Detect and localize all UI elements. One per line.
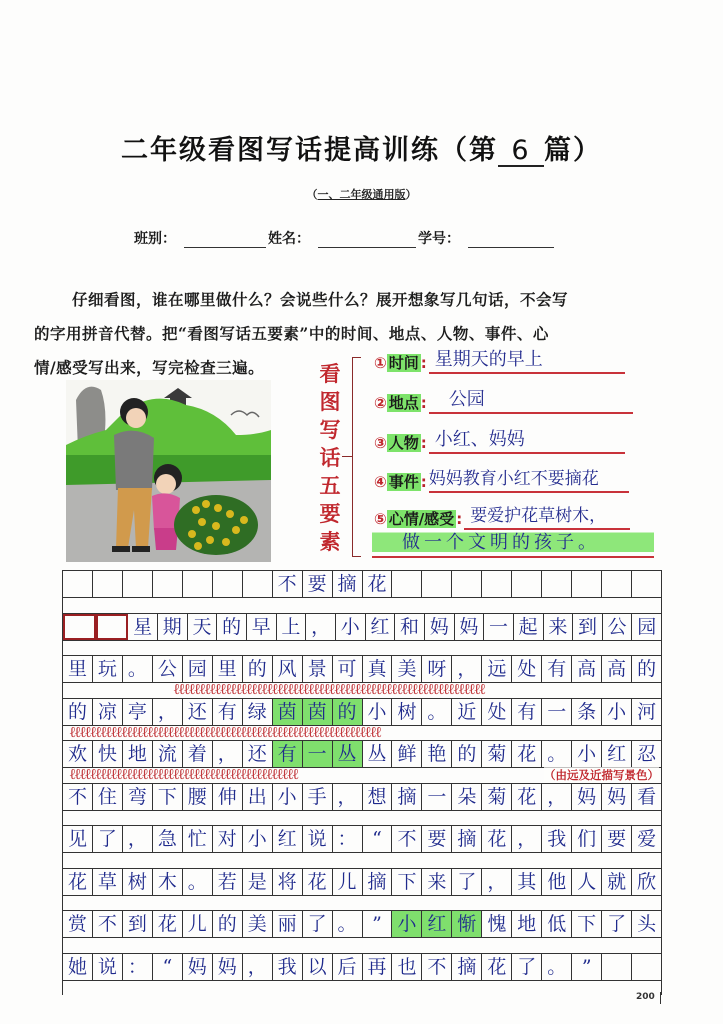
grid-cell[interactable]: 摘 xyxy=(333,571,363,597)
grid-cell[interactable]: 急 xyxy=(153,826,183,852)
grid-cell[interactable]: 丛 xyxy=(363,741,393,767)
grid-cell[interactable]: 茵 xyxy=(273,699,303,725)
grid-cell[interactable]: 下 xyxy=(153,784,183,810)
grid-cell[interactable]: 真 xyxy=(363,656,393,682)
grid-cell[interactable]: 玩 xyxy=(93,656,123,682)
grid-cell[interactable]: 茵 xyxy=(303,699,333,725)
title-prefix: 二年级看图写话提高训练（第 xyxy=(121,135,498,166)
grid-cell[interactable]: 可 xyxy=(333,656,363,682)
grid-cell[interactable]: 下 xyxy=(572,911,602,937)
grid-cell[interactable]: 。 xyxy=(542,954,572,980)
bracket-tick xyxy=(342,456,352,457)
grid-cell[interactable]: 有 xyxy=(213,699,243,725)
vertical-char: 要 xyxy=(319,501,341,526)
grid-cell[interactable] xyxy=(213,571,243,597)
grid-cell[interactable]: 人 xyxy=(572,869,602,895)
grid-cell[interactable]: ， xyxy=(213,741,243,767)
grid-cell[interactable]: 木 xyxy=(153,869,183,895)
element-label xyxy=(372,432,429,454)
grid-cell[interactable]: 有 xyxy=(273,741,303,767)
grid-cell[interactable] xyxy=(123,571,153,597)
student-id-field[interactable] xyxy=(468,233,554,248)
grid-cell[interactable] xyxy=(93,571,123,597)
grid-cell[interactable]: 忙 xyxy=(183,826,213,852)
grid-cell[interactable]: 绿 xyxy=(243,699,273,725)
grid-cell[interactable]: 来 xyxy=(422,869,452,895)
element-time xyxy=(372,344,625,374)
grid-cell[interactable]: 草 xyxy=(93,869,123,895)
characters-answer[interactable]: 小红、妈妈 xyxy=(429,428,625,454)
composition-row xyxy=(63,613,661,656)
grid-cell[interactable]: 花 xyxy=(363,571,393,597)
circled-number: ① xyxy=(374,354,387,372)
grid-cell[interactable]: 小 xyxy=(392,911,422,937)
cell-strip xyxy=(63,698,661,726)
grid-cell[interactable]: 还 xyxy=(243,741,273,767)
grid-cell[interactable]: ， xyxy=(333,784,363,810)
student-info-row xyxy=(134,228,556,248)
grid-cell[interactable]: 腰 xyxy=(183,784,213,810)
grid-cell[interactable] xyxy=(602,954,632,980)
worksheet-subtitle xyxy=(0,186,723,202)
teacher-wavy-underline: ℓℓℓℓℓℓℓℓℓℓℓℓℓℓℓℓℓℓℓℓℓℓℓℓℓℓℓℓℓℓℓℓℓℓℓℓℓℓℓℓℓℓℓℓℓℓℓℓℓℓℓℓℓℓℓℓℓℓℓℓ xyxy=(173,684,485,697)
grid-cell[interactable]: 要 xyxy=(602,826,632,852)
grid-cell[interactable]: 以 xyxy=(303,954,333,980)
grid-cell[interactable] xyxy=(572,571,602,597)
grid-cell[interactable]: 园 xyxy=(637,615,657,638)
grid-cell[interactable]: 丽 xyxy=(273,911,303,937)
grid-cell[interactable]: ， xyxy=(123,826,153,852)
grid-cell[interactable]: 处 xyxy=(512,656,542,682)
teacher-wavy-underline: ℓℓℓℓℓℓℓℓℓℓℓℓℓℓℓℓℓℓℓℓℓℓℓℓℓℓℓℓℓℓℓℓℓℓℓℓℓℓℓℓℓℓℓℓℓℓℓℓℓℓℓℓℓℓℓℓℓℓℓℓ xyxy=(69,726,381,740)
grid-cell[interactable]: 园 xyxy=(183,656,213,682)
element-characters xyxy=(372,424,625,454)
grid-cell[interactable]: 和 xyxy=(395,614,425,640)
circled-number: ③ xyxy=(374,434,387,452)
grid-cell[interactable]: 一 xyxy=(422,784,452,810)
grid-cell[interactable]: 丛 xyxy=(333,741,363,767)
grid-cell[interactable]: 就 xyxy=(602,869,632,895)
grid-cell[interactable]: 有 xyxy=(542,656,572,682)
cell-strip xyxy=(63,783,661,811)
grid-cell[interactable]: ， xyxy=(153,699,183,725)
circled-number: ② xyxy=(374,394,387,412)
teacher-annotation: （由远及近描写景色） xyxy=(544,768,659,782)
element-place xyxy=(372,384,633,414)
grid-cell[interactable]: 的 xyxy=(213,911,243,937)
grid-cell[interactable]: 了 xyxy=(512,954,542,980)
title-number: 6 xyxy=(498,137,544,167)
grid-cell[interactable]: ， xyxy=(512,826,542,852)
grid-cell[interactable] xyxy=(512,571,542,597)
instructions-line-3: 情/感受写出来，写完检查三遍。 xyxy=(34,358,265,377)
grid-cell[interactable]: 树 xyxy=(392,699,422,725)
grid-cell[interactable]: 景 xyxy=(303,656,333,682)
vertical-char: 写 xyxy=(319,417,341,442)
grid-cell[interactable]: ” xyxy=(572,954,602,980)
grid-cell[interactable]: 。 xyxy=(333,911,363,937)
grid-cell[interactable]: 小 xyxy=(602,699,632,725)
grid-cell[interactable]: 。 xyxy=(542,741,572,767)
grid-cell[interactable]: 远 xyxy=(482,656,512,682)
grid-cell[interactable]: 流 xyxy=(153,741,183,767)
grid-cell[interactable]: ， xyxy=(452,656,482,682)
grid-cell[interactable]: 河 xyxy=(637,700,657,723)
grid-cell[interactable]: 对 xyxy=(213,826,243,852)
grid-cell[interactable]: 到 xyxy=(123,911,153,937)
teacher-wavy-underline: ℓℓℓℓℓℓℓℓℓℓℓℓℓℓℓℓℓℓℓℓℓℓℓℓℓℓℓℓℓℓℓℓℓℓℓℓℓℓℓℓℓℓℓℓ xyxy=(69,769,298,782)
cell-strip xyxy=(63,953,661,981)
grid-cell[interactable]: “ xyxy=(153,954,183,980)
grid-cell[interactable]: “ xyxy=(363,826,393,852)
colon: : xyxy=(420,434,427,452)
feeling-answer-line-2[interactable]: 做一个文明的孩子。 xyxy=(372,530,654,558)
grid-cell[interactable]: 近 xyxy=(452,699,482,725)
event-answer[interactable]: 妈妈教育小红不要摘花 xyxy=(429,467,629,493)
grid-cell[interactable]: 摘 xyxy=(452,826,482,852)
grid-cell[interactable]: 花 xyxy=(482,954,512,980)
grid-cell[interactable]: 花 xyxy=(63,869,93,895)
grid-cell[interactable]: 不 xyxy=(93,911,123,937)
grid-cell[interactable]: ： xyxy=(333,826,363,852)
grid-cell[interactable]: 我 xyxy=(273,954,303,980)
grid-cell[interactable]: 天 xyxy=(188,614,218,640)
title-suffix: 篇） xyxy=(544,135,602,166)
grid-cell[interactable]: 摘 xyxy=(363,869,393,895)
composition-row xyxy=(63,910,661,953)
grid-cell[interactable]: 想 xyxy=(363,784,393,810)
vertical-char: 素 xyxy=(319,529,341,554)
composition-row xyxy=(63,740,661,783)
grid-cell[interactable]: 妈 xyxy=(455,614,485,640)
grid-cell[interactable]: ： xyxy=(123,954,153,980)
grid-cell[interactable] xyxy=(63,571,93,597)
grid-cell[interactable]: 其 xyxy=(512,869,542,895)
grid-cell[interactable] xyxy=(632,954,661,980)
grid-cell[interactable]: 不 xyxy=(422,954,452,980)
grid-cell[interactable]: 的 xyxy=(637,658,657,680)
grid-cell[interactable]: 凉 xyxy=(93,699,123,725)
grid-cell[interactable] xyxy=(542,571,572,597)
label-text: 时间 xyxy=(388,354,419,372)
grid-cell[interactable]: 后 xyxy=(333,954,363,980)
grid-cell[interactable]: 美 xyxy=(243,911,273,937)
grid-cell[interactable]: 了 xyxy=(452,869,482,895)
grid-cell[interactable]: 菊 xyxy=(482,741,512,767)
grid-cell[interactable]: 。 xyxy=(183,869,213,895)
grid-cell[interactable]: 风 xyxy=(273,656,303,682)
grid-cell[interactable]: 着 xyxy=(183,741,213,767)
grid-cell[interactable]: 不 xyxy=(273,571,303,597)
grid-cell[interactable]: 要 xyxy=(422,826,452,852)
grid-cell[interactable]: 妈 xyxy=(183,954,213,980)
feeling-answer[interactable]: 要爱护花草树木， xyxy=(464,504,630,530)
composition-title-row xyxy=(63,570,661,613)
grid-cell[interactable]: ， xyxy=(542,784,572,810)
name-label: 姓名： xyxy=(268,231,310,247)
circled-number: ⑤ xyxy=(374,510,387,528)
grid-cell[interactable]: 不 xyxy=(63,784,93,810)
cell-strip xyxy=(63,570,661,598)
grid-cell[interactable]: 说 xyxy=(93,954,123,980)
grid-cell[interactable]: 看 xyxy=(637,785,657,808)
word-count-marker: 200 xyxy=(636,992,655,1002)
grid-cell[interactable]: 伸 xyxy=(213,784,243,810)
grid-cell[interactable]: 有 xyxy=(512,699,542,725)
place-answer[interactable]: 公园 xyxy=(429,388,633,414)
grid-cell[interactable]: 出 xyxy=(243,784,273,810)
element-label xyxy=(372,352,429,374)
label-text: 人物 xyxy=(388,434,419,452)
grid-cell[interactable]: 了 xyxy=(602,911,632,937)
grid-cell[interactable]: 里 xyxy=(63,656,93,682)
grid-cell[interactable]: 摘 xyxy=(392,784,422,810)
student-id-label: 学号： xyxy=(418,231,460,247)
grid-cell[interactable]: 菊 xyxy=(482,784,512,810)
grid-cell[interactable] xyxy=(243,571,273,597)
grid-cell[interactable] xyxy=(96,614,129,640)
time-answer[interactable]: 星期天的早上 xyxy=(429,348,625,374)
grid-cell[interactable]: 头 xyxy=(637,913,657,935)
grid-cell[interactable]: 妈 xyxy=(213,954,243,980)
grid-cell[interactable]: ” xyxy=(363,911,393,937)
grid-cell[interactable]: 小 xyxy=(243,826,273,852)
grid-cell[interactable]: 。 xyxy=(123,656,153,682)
colon: : xyxy=(456,510,463,528)
grid-cell[interactable]: 朵 xyxy=(452,784,482,810)
cell-strip xyxy=(63,868,661,896)
grid-cell[interactable] xyxy=(632,571,661,597)
grid-cell[interactable]: 欣 xyxy=(637,870,657,893)
grid-cell[interactable]: 要 xyxy=(303,571,333,597)
composition-row xyxy=(63,698,661,741)
grid-cell[interactable]: 红 xyxy=(422,911,452,937)
grid-cell[interactable]: 到 xyxy=(573,614,603,640)
grid-cell[interactable]: 妈 xyxy=(602,784,632,810)
grid-cell[interactable] xyxy=(452,571,482,597)
vertical-char: 五 xyxy=(319,473,341,498)
grid-cell[interactable]: 鲜 xyxy=(392,741,422,767)
word-count-tick xyxy=(660,992,661,1004)
grid-cell[interactable]: ， xyxy=(482,869,512,895)
bracket-divider xyxy=(352,357,361,557)
grid-cell[interactable]: 她 xyxy=(63,954,93,980)
grid-cell[interactable]: 了 xyxy=(93,826,123,852)
grid-cell[interactable]: 的 xyxy=(63,699,93,725)
grid-cell[interactable]: 美 xyxy=(392,656,422,682)
grid-cell[interactable]: 再 xyxy=(363,954,393,980)
five-elements-vertical-label xyxy=(316,360,344,556)
element-label xyxy=(372,508,464,530)
element-feeling xyxy=(372,500,630,530)
grid-cell[interactable]: 小 xyxy=(363,699,393,725)
cell-strip xyxy=(63,655,661,683)
grid-cell[interactable]: 花 xyxy=(303,869,333,895)
park-scene-image xyxy=(66,380,271,562)
grid-cell[interactable]: 忍 xyxy=(637,743,657,765)
grid-cell[interactable]: 花 xyxy=(153,911,183,937)
grid-cell[interactable]: 公 xyxy=(603,614,633,640)
grid-cell[interactable]: 上 xyxy=(277,614,307,640)
grid-cell[interactable]: 。 xyxy=(422,699,452,725)
grid-cell[interactable]: 赏 xyxy=(63,911,93,937)
grid-cell[interactable]: 手 xyxy=(303,784,333,810)
grid-cell[interactable]: 是 xyxy=(243,869,273,895)
grid-cell[interactable]: 我 xyxy=(542,826,572,852)
cell-strip xyxy=(63,613,661,641)
grid-cell[interactable]: 红 xyxy=(273,826,303,852)
grid-cell[interactable]: 起 xyxy=(514,614,544,640)
grid-cell[interactable]: 了 xyxy=(303,911,333,937)
grid-cell[interactable]: 欢 xyxy=(63,741,93,767)
label-text: 地点 xyxy=(388,394,419,412)
class-field[interactable] xyxy=(184,233,266,248)
grid-cell[interactable]: 他 xyxy=(542,869,572,895)
grid-cell[interactable] xyxy=(392,571,422,597)
grid-cell[interactable]: 地 xyxy=(512,911,542,937)
grid-cell[interactable]: 将 xyxy=(273,869,303,895)
element-label xyxy=(372,392,429,414)
vertical-char: 看 xyxy=(319,361,341,386)
grid-cell[interactable]: 低 xyxy=(542,911,572,937)
grid-cell[interactable] xyxy=(482,571,512,597)
grid-cell[interactable]: 处 xyxy=(482,699,512,725)
instructions-line-1: 仔细看图，谁在哪里做什么？会说些什么？展开想象写几句话，不会写 xyxy=(72,290,569,309)
grid-cell[interactable]: 的 xyxy=(217,614,247,640)
composition-row xyxy=(63,825,661,868)
grid-cell[interactable]: 红 xyxy=(366,614,396,640)
element-label xyxy=(372,471,429,493)
grid-cell[interactable]: 弯 xyxy=(123,784,153,810)
grid-cell[interactable]: 里 xyxy=(213,656,243,682)
composition-row xyxy=(63,783,661,826)
subtitle-paren-open: （ xyxy=(306,188,318,201)
grid-cell[interactable]: 呀 xyxy=(422,656,452,682)
scene-illustration xyxy=(66,380,271,562)
grid-cell[interactable]: ， xyxy=(243,954,273,980)
grid-cell[interactable] xyxy=(153,571,183,597)
grid-cell[interactable]: 一 xyxy=(303,741,333,767)
vertical-char: 话 xyxy=(319,445,341,470)
grid-cell[interactable]: 一 xyxy=(484,614,514,640)
grid-cell[interactable]: 儿 xyxy=(333,869,363,895)
grid-cell[interactable]: 星 xyxy=(128,614,158,640)
grid-cell[interactable]: 花 xyxy=(512,741,542,767)
label-text: 事件 xyxy=(388,473,419,491)
grid-cell[interactable]: 妈 xyxy=(425,614,455,640)
grid-cell[interactable]: 一 xyxy=(542,699,572,725)
composition-row xyxy=(63,655,661,698)
worksheet-title xyxy=(0,128,723,167)
colon: : xyxy=(420,473,427,491)
grid-cell[interactable]: 下 xyxy=(392,869,422,895)
grid-cell[interactable]: 红 xyxy=(602,741,632,767)
grid-cell[interactable]: 高 xyxy=(602,656,632,682)
grid-cell[interactable]: 地 xyxy=(123,741,153,767)
cell-strip xyxy=(63,740,661,768)
grid-cell[interactable] xyxy=(63,614,96,640)
grid-cell[interactable]: 快 xyxy=(93,741,123,767)
composition-row xyxy=(63,953,661,996)
grid-cell[interactable] xyxy=(183,571,213,597)
grid-cell[interactable]: 来 xyxy=(544,614,574,640)
cell-strip xyxy=(63,825,661,853)
grid-cell[interactable]: 还 xyxy=(183,699,213,725)
grid-cell[interactable]: 说 xyxy=(303,826,333,852)
grid-cell[interactable]: 花 xyxy=(512,784,542,810)
subtitle-paren-close: ） xyxy=(405,188,417,201)
grid-cell[interactable]: 住 xyxy=(93,784,123,810)
grid-cell[interactable]: 早 xyxy=(247,614,277,640)
grid-cell[interactable]: 们 xyxy=(572,826,602,852)
grid-cell[interactable]: 亭 xyxy=(123,699,153,725)
grid-cell[interactable]: 愧 xyxy=(482,911,512,937)
grid-cell[interactable]: 惭 xyxy=(452,911,482,937)
grid-cell[interactable] xyxy=(602,571,632,597)
grid-cell[interactable]: 树 xyxy=(123,869,153,895)
grid-cell[interactable]: 公 xyxy=(153,656,183,682)
grid-cell[interactable]: 也 xyxy=(392,954,422,980)
grid-cell[interactable]: 条 xyxy=(572,699,602,725)
instructions-line-2: 的字用拼音代替。把“看图写话五要素”中的时间、地点、人物、事件、心 xyxy=(34,324,549,343)
circled-number: ④ xyxy=(374,473,387,491)
composition-grid xyxy=(62,570,662,995)
grid-cell[interactable]: 儿 xyxy=(183,911,213,937)
grid-cell[interactable]: 的 xyxy=(333,699,363,725)
grid-cell[interactable]: 高 xyxy=(572,656,602,682)
colon: : xyxy=(420,394,427,412)
grid-cell[interactable]: 花 xyxy=(482,826,512,852)
grid-cell[interactable]: 摘 xyxy=(452,954,482,980)
grid-cell[interactable]: 爱 xyxy=(637,828,657,850)
grid-cell[interactable]: 小 xyxy=(572,741,602,767)
grid-cell[interactable]: 艳 xyxy=(422,741,452,767)
grid-cell[interactable]: ， xyxy=(306,614,336,640)
composition-row xyxy=(63,868,661,911)
grid-cell[interactable] xyxy=(422,571,452,597)
cell-strip xyxy=(63,910,661,938)
grid-cell[interactable]: 小 xyxy=(273,784,303,810)
colon: : xyxy=(420,354,427,372)
subtitle-text: 一、二年级通用版 xyxy=(317,188,406,201)
vertical-char: 图 xyxy=(319,389,341,414)
grid-cell[interactable]: 小 xyxy=(336,614,366,640)
grid-cell[interactable]: 若 xyxy=(213,869,243,895)
grid-cell[interactable]: 不 xyxy=(392,826,422,852)
grid-cell[interactable]: 的 xyxy=(452,741,482,767)
grid-cell[interactable]: 期 xyxy=(158,614,188,640)
grid-cell[interactable]: 的 xyxy=(243,656,273,682)
element-event xyxy=(372,463,629,493)
grid-cell[interactable]: 妈 xyxy=(572,784,602,810)
grid-cell[interactable]: 见 xyxy=(63,826,93,852)
class-label: 班别： xyxy=(134,231,176,247)
label-text: 心情/感受 xyxy=(388,510,455,528)
name-field[interactable] xyxy=(318,233,416,248)
